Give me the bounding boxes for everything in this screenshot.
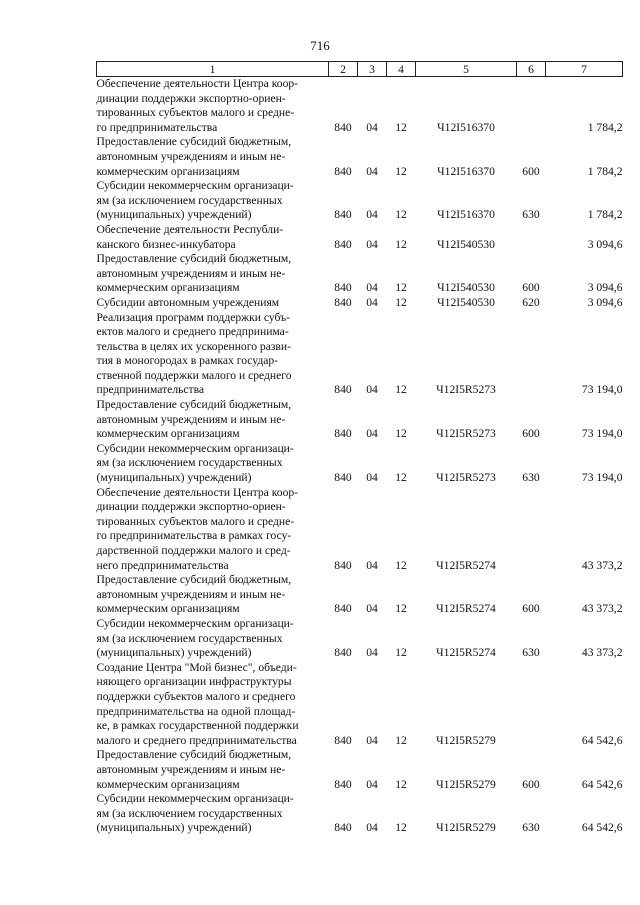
row-amount bbox=[546, 442, 623, 486]
row-name bbox=[97, 573, 329, 617]
table-row bbox=[97, 442, 623, 486]
row-code-pr bbox=[387, 792, 416, 836]
row-code-gr bbox=[329, 223, 358, 252]
row-code-pr bbox=[387, 311, 416, 399]
row-code-pr-text: 12 bbox=[395, 427, 407, 441]
row-name bbox=[97, 748, 329, 792]
row-code-csr-text: Ч12I516370 bbox=[437, 208, 495, 222]
row-code-gr-text: 840 bbox=[334, 295, 352, 309]
row-code-pr bbox=[387, 77, 416, 136]
row-code-rz bbox=[358, 792, 387, 836]
row-amount bbox=[546, 748, 623, 792]
row-name bbox=[97, 442, 329, 486]
row-name-text: Реализация программ поддержки субъ- ектов малого и среднего предпринима- тельства в целях их ускоренного разви- тия в моногородах в рамках государ- ственной поддержки малого и среднего предпринимательства bbox=[96, 310, 292, 397]
row-amount-text: 64 542,6 bbox=[581, 733, 623, 747]
row-amount bbox=[546, 311, 623, 399]
row-code-rz bbox=[358, 77, 387, 136]
row-amount-text: 73 194,0 bbox=[581, 471, 623, 485]
row-amount-text: 1 784,2 bbox=[587, 120, 623, 134]
row-name-text: Субсидии автономным учреждениям bbox=[96, 295, 280, 309]
row-code-csr-text: Ч12I516370 bbox=[437, 164, 495, 178]
row-code-rz-text: 04 bbox=[366, 208, 378, 222]
table-row bbox=[97, 223, 623, 252]
row-code-rz-text: 04 bbox=[366, 558, 378, 572]
row-code-vr bbox=[517, 135, 546, 179]
row-code-pr bbox=[387, 748, 416, 792]
row-amount-text: 64 542,6 bbox=[581, 777, 623, 791]
row-name-text: Предоставление субсидий бюджетным, автономным учреждениям и иным не- коммерческим организациям bbox=[96, 748, 292, 791]
row-name bbox=[97, 77, 329, 136]
row-code-csr bbox=[416, 398, 517, 442]
row-code-vr-text: 600 bbox=[522, 777, 540, 791]
row-code-vr bbox=[517, 792, 546, 836]
row-code-gr bbox=[329, 661, 358, 749]
row-code-vr bbox=[517, 252, 546, 296]
row-code-csr bbox=[416, 792, 517, 836]
row-name-text: Субсидии некоммерческим организаци- ям (за исключением государственных (муниципальных) учреждений) bbox=[96, 616, 294, 660]
row-code-vr bbox=[517, 179, 546, 223]
row-name-text: Предоставление субсидий бюджетным, автономным учреждениям и иным не- коммерческим организациям bbox=[96, 573, 292, 616]
row-code-gr bbox=[329, 573, 358, 617]
row-code-gr bbox=[329, 748, 358, 792]
row-code-rz bbox=[358, 311, 387, 399]
row-name bbox=[97, 398, 329, 442]
row-name-text: Обеспечение деятельности Республи- канского бизнес-инкубатора bbox=[96, 222, 284, 251]
row-code-pr bbox=[387, 135, 416, 179]
row-name-text: Предоставление субсидий бюджетным, автономным учреждениям и иным не- коммерческим организациям bbox=[96, 398, 292, 441]
row-code-pr-text: 12 bbox=[395, 558, 407, 572]
row-amount bbox=[546, 792, 623, 836]
row-amount-text: 73 194,0 bbox=[581, 383, 623, 397]
row-code-csr bbox=[416, 135, 517, 179]
table-row bbox=[97, 573, 623, 617]
row-code-gr bbox=[329, 486, 358, 574]
page-number: 716 bbox=[310, 38, 330, 53]
row-code-rz-text: 04 bbox=[366, 733, 378, 747]
row-code-pr-text: 12 bbox=[395, 602, 407, 616]
row-code-csr bbox=[416, 617, 517, 661]
row-code-rz-text: 04 bbox=[366, 120, 378, 134]
row-code-csr-text: Ч12I5R5273 bbox=[436, 383, 496, 397]
row-code-gr-text: 840 bbox=[334, 281, 352, 295]
row-code-gr bbox=[329, 179, 358, 223]
row-code-pr-text: 12 bbox=[395, 237, 407, 251]
row-code-pr-text: 12 bbox=[395, 120, 407, 134]
row-code-pr-text: 12 bbox=[395, 646, 407, 660]
row-amount-text: 1 784,2 bbox=[587, 208, 623, 222]
row-amount bbox=[546, 661, 623, 749]
row-code-rz-text: 04 bbox=[366, 164, 378, 178]
row-code-csr-text: Ч12I516370 bbox=[437, 120, 495, 134]
table-row bbox=[97, 179, 623, 223]
row-amount bbox=[546, 223, 623, 252]
row-code-pr bbox=[387, 617, 416, 661]
row-amount bbox=[546, 77, 623, 136]
row-amount-text: 3 094,6 bbox=[587, 295, 623, 309]
row-code-pr-text: 12 bbox=[395, 164, 407, 178]
column-header: 6 bbox=[517, 62, 546, 77]
row-name bbox=[97, 792, 329, 836]
row-code-gr bbox=[329, 311, 358, 399]
row-amount bbox=[546, 398, 623, 442]
column-header: 5 bbox=[416, 62, 517, 77]
row-code-vr bbox=[517, 77, 546, 136]
row-code-rz-text: 04 bbox=[366, 427, 378, 441]
row-code-rz bbox=[358, 748, 387, 792]
row-code-vr-text: 620 bbox=[522, 295, 540, 309]
row-name-text: Субсидии некоммерческим организаци- ям (за исключением государственных (муниципальных) учреждений) bbox=[96, 792, 294, 835]
row-code-rz bbox=[358, 486, 387, 574]
row-code-gr-text: 840 bbox=[334, 427, 352, 441]
row-code-csr-text: Ч12I5R5274 bbox=[436, 602, 496, 616]
row-name bbox=[97, 223, 329, 252]
table-row bbox=[97, 135, 623, 179]
row-amount bbox=[546, 486, 623, 574]
row-name bbox=[97, 252, 329, 296]
row-code-rz-text: 04 bbox=[366, 295, 378, 309]
row-code-gr bbox=[329, 252, 358, 296]
row-code-gr-text: 840 bbox=[334, 164, 352, 178]
column-header: 1 bbox=[97, 62, 329, 77]
row-code-csr-text: Ч12I540530 bbox=[437, 237, 495, 251]
row-code-pr-text: 12 bbox=[395, 733, 407, 747]
row-name-text: Субсидии некоммерческим организаци- ям (за исключением государственных (муниципальных) учреждений) bbox=[96, 179, 294, 222]
row-code-vr bbox=[517, 748, 546, 792]
row-code-csr-text: Ч12I5R5273 bbox=[436, 427, 496, 441]
row-code-csr bbox=[416, 311, 517, 399]
row-code-vr-text: 600 bbox=[522, 602, 540, 616]
table-row bbox=[97, 296, 623, 311]
row-amount-text: 43 373,2 bbox=[581, 602, 623, 616]
row-amount-text: 3 094,6 bbox=[587, 281, 623, 295]
column-header: 4 bbox=[387, 62, 416, 77]
row-code-csr bbox=[416, 748, 517, 792]
row-code-gr bbox=[329, 296, 358, 311]
budget-table bbox=[96, 61, 623, 836]
row-code-pr-text: 12 bbox=[395, 295, 407, 309]
row-code-vr-text: 600 bbox=[522, 427, 540, 441]
table-row bbox=[97, 77, 623, 136]
row-code-vr bbox=[517, 442, 546, 486]
row-code-rz bbox=[358, 573, 387, 617]
row-code-csr-text: Ч12I5R5279 bbox=[436, 821, 496, 835]
row-name bbox=[97, 486, 329, 574]
row-code-rz bbox=[358, 398, 387, 442]
row-code-pr bbox=[387, 573, 416, 617]
row-amount bbox=[546, 135, 623, 179]
row-amount bbox=[546, 252, 623, 296]
row-code-vr-text: 630 bbox=[522, 646, 540, 660]
row-code-csr-text: Ч12I5R5274 bbox=[436, 558, 496, 572]
row-code-vr-text: 600 bbox=[522, 164, 540, 178]
row-code-vr bbox=[517, 223, 546, 252]
table-row bbox=[97, 311, 623, 399]
row-code-rz-text: 04 bbox=[366, 281, 378, 295]
row-name bbox=[97, 617, 329, 661]
row-code-csr bbox=[416, 573, 517, 617]
row-code-gr-text: 840 bbox=[334, 646, 352, 660]
row-name-text: Обеспечение деятельности Центра коор- динации поддержки экспортно-ориен- тированных субъектов малого и средне- го предпринимательства bbox=[96, 77, 299, 134]
row-code-rz-text: 04 bbox=[366, 471, 378, 485]
row-name-text: Предоставление субсидий бюджетным, автономным учреждениям и иным не- коммерческим организациям bbox=[96, 252, 292, 295]
row-code-rz-text: 04 bbox=[366, 237, 378, 251]
row-code-csr bbox=[416, 77, 517, 136]
row-name bbox=[97, 179, 329, 223]
row-code-pr bbox=[387, 223, 416, 252]
table-row bbox=[97, 486, 623, 574]
row-code-rz-text: 04 bbox=[366, 602, 378, 616]
row-code-pr-text: 12 bbox=[395, 281, 407, 295]
row-code-rz bbox=[358, 296, 387, 311]
table-header-row bbox=[97, 62, 623, 77]
row-code-gr bbox=[329, 77, 358, 136]
row-code-rz bbox=[358, 617, 387, 661]
table-row bbox=[97, 617, 623, 661]
row-amount-text: 64 542,6 bbox=[581, 821, 623, 835]
row-code-csr bbox=[416, 223, 517, 252]
row-code-gr-text: 840 bbox=[334, 602, 352, 616]
table-row bbox=[97, 252, 623, 296]
row-code-rz bbox=[358, 223, 387, 252]
row-code-vr-text: 630 bbox=[522, 208, 540, 222]
row-code-vr bbox=[517, 573, 546, 617]
row-code-csr bbox=[416, 179, 517, 223]
row-code-gr-text: 840 bbox=[334, 777, 352, 791]
row-code-gr bbox=[329, 617, 358, 661]
row-code-gr-text: 840 bbox=[334, 383, 352, 397]
row-code-vr bbox=[517, 617, 546, 661]
row-code-rz-text: 04 bbox=[366, 646, 378, 660]
row-name-text: Субсидии некоммерческим организаци- ям (за исключением государственных (муниципальных) учреждений) bbox=[96, 441, 294, 485]
row-code-pr bbox=[387, 179, 416, 223]
row-amount-text: 1 784,2 bbox=[587, 164, 623, 178]
row-code-vr bbox=[517, 661, 546, 749]
row-name bbox=[97, 296, 329, 311]
row-code-pr-text: 12 bbox=[395, 383, 407, 397]
row-code-pr-text: 12 bbox=[395, 471, 407, 485]
row-code-gr bbox=[329, 792, 358, 836]
row-code-vr-text: 630 bbox=[522, 821, 540, 835]
row-code-gr-text: 840 bbox=[334, 821, 352, 835]
table-row bbox=[97, 792, 623, 836]
row-name bbox=[97, 661, 329, 749]
row-code-rz-text: 04 bbox=[366, 777, 378, 791]
row-code-gr-text: 840 bbox=[334, 733, 352, 747]
row-amount-text: 43 373,2 bbox=[581, 558, 623, 572]
row-code-rz-text: 04 bbox=[366, 383, 378, 397]
row-code-pr bbox=[387, 661, 416, 749]
row-code-gr-text: 840 bbox=[334, 558, 352, 572]
column-header: 7 bbox=[546, 62, 623, 77]
row-amount-text: 73 194,0 bbox=[581, 427, 623, 441]
row-code-pr bbox=[387, 398, 416, 442]
row-code-csr-text: Ч12I5R5273 bbox=[436, 471, 496, 485]
row-code-gr-text: 840 bbox=[334, 237, 352, 251]
row-code-vr-text: 630 bbox=[522, 471, 540, 485]
row-code-csr bbox=[416, 296, 517, 311]
row-code-rz bbox=[358, 179, 387, 223]
row-code-csr bbox=[416, 252, 517, 296]
row-code-pr bbox=[387, 296, 416, 311]
row-code-csr bbox=[416, 442, 517, 486]
table-body bbox=[97, 77, 623, 836]
row-amount bbox=[546, 179, 623, 223]
row-amount bbox=[546, 617, 623, 661]
row-amount bbox=[546, 296, 623, 311]
row-code-csr bbox=[416, 661, 517, 749]
row-code-csr bbox=[416, 486, 517, 574]
row-code-csr-text: Ч12I540530 bbox=[437, 295, 495, 309]
table-row bbox=[97, 748, 623, 792]
row-code-csr-text: Ч12I5R5274 bbox=[436, 646, 496, 660]
row-code-vr bbox=[517, 296, 546, 311]
table-row bbox=[97, 661, 623, 749]
column-header: 3 bbox=[358, 62, 387, 77]
row-code-gr bbox=[329, 442, 358, 486]
row-code-pr bbox=[387, 252, 416, 296]
row-code-gr-text: 840 bbox=[334, 471, 352, 485]
row-name-text: Создание Центра "Мой бизнес", объеди- няющего организации инфраструктуры поддержки субъектов малого и среднего предпринимательства на одной площад- ке, в рамках государственной поддержки малого и среднего предпринимательства bbox=[96, 660, 299, 747]
row-code-vr-text: 600 bbox=[522, 281, 540, 295]
row-code-vr bbox=[517, 486, 546, 574]
row-code-vr bbox=[517, 398, 546, 442]
row-name-text: Обеспечение деятельности Центра коор- динации поддержки экспортно-ориен- тированных субъектов малого и средне- го предпринимательства в рамках госу- дарственной поддержки малого и сред- него предпринимательства bbox=[96, 485, 299, 572]
row-code-pr bbox=[387, 486, 416, 574]
row-code-pr-text: 12 bbox=[395, 208, 407, 222]
row-code-gr-text: 840 bbox=[334, 120, 352, 134]
table-row bbox=[97, 398, 623, 442]
row-amount-text: 3 094,6 bbox=[587, 237, 623, 251]
row-code-pr bbox=[387, 442, 416, 486]
row-code-rz bbox=[358, 252, 387, 296]
row-code-csr-text: Ч12I540530 bbox=[437, 281, 495, 295]
row-code-gr-text: 840 bbox=[334, 208, 352, 222]
row-name bbox=[97, 311, 329, 399]
row-code-rz-text: 04 bbox=[366, 821, 378, 835]
row-code-csr-text: Ч12I5R5279 bbox=[436, 733, 496, 747]
row-code-pr-text: 12 bbox=[395, 777, 407, 791]
row-code-rz bbox=[358, 135, 387, 179]
row-code-gr bbox=[329, 398, 358, 442]
row-code-rz bbox=[358, 661, 387, 749]
row-code-vr bbox=[517, 311, 546, 399]
row-code-rz bbox=[358, 442, 387, 486]
row-code-gr bbox=[329, 135, 358, 179]
row-code-pr-text: 12 bbox=[395, 821, 407, 835]
column-header: 2 bbox=[329, 62, 358, 77]
row-amount-text: 43 373,2 bbox=[581, 646, 623, 660]
row-code-csr-text: Ч12I5R5279 bbox=[436, 777, 496, 791]
row-amount bbox=[546, 573, 623, 617]
row-name-text: Предоставление субсидий бюджетным, автономным учреждениям и иным не- коммерческим организациям bbox=[96, 135, 292, 178]
row-name bbox=[97, 135, 329, 179]
